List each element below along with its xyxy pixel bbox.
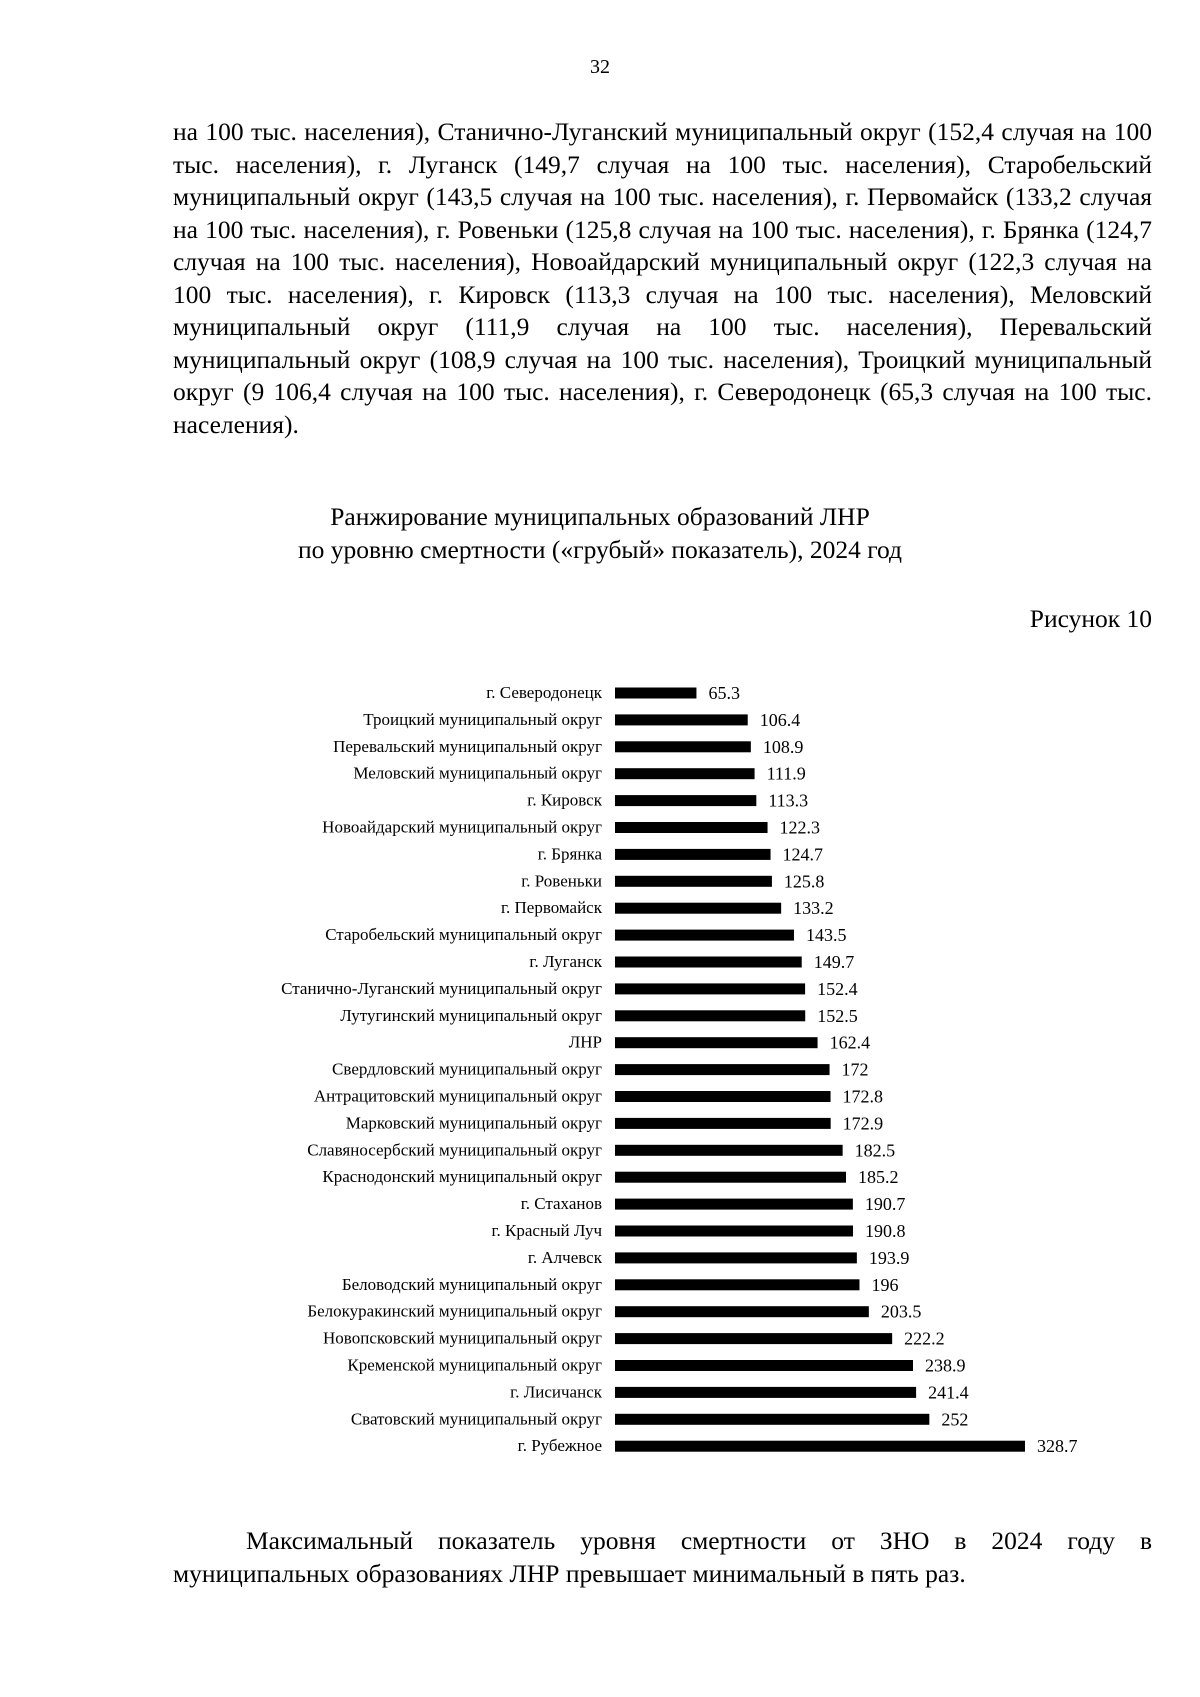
category-label: Сватовский муниципальный округ xyxy=(350,1409,602,1429)
figure-caption-line-1: Ранжирование муниципальных образований ЛНР xyxy=(330,502,870,531)
value-label: 172 xyxy=(841,1059,869,1080)
bar xyxy=(615,1441,1025,1452)
bar xyxy=(615,1279,859,1290)
bar xyxy=(615,1172,846,1183)
bar xyxy=(615,1118,831,1129)
bar xyxy=(615,983,805,994)
category-label: г. Алчевск xyxy=(527,1247,602,1267)
bar xyxy=(615,714,748,725)
bar xyxy=(615,1306,869,1317)
bar xyxy=(615,795,756,806)
category-label: г. Красный Луч xyxy=(491,1221,602,1240)
value-label: 222.2 xyxy=(904,1328,945,1349)
bar xyxy=(615,741,751,752)
value-label: 106.4 xyxy=(759,709,801,730)
value-label: 196 xyxy=(871,1274,899,1295)
category-label: Краснодонский муниципальный округ xyxy=(322,1167,602,1187)
bar xyxy=(615,1252,857,1263)
value-label: 203.5 xyxy=(880,1301,922,1322)
bar xyxy=(615,1414,929,1425)
value-label: 124.7 xyxy=(782,844,824,865)
figure-caption xyxy=(0,500,1200,566)
value-label: 125.8 xyxy=(783,871,825,892)
category-label: Станично-Луганский муниципальный округ xyxy=(281,978,602,998)
body-paragraph-bottom-text: Максимальный показатель уровня смертности от ЗНО в 2024 году в муниципальных образованиях ЛНР превышает минимальный в пять раз. xyxy=(173,1526,1152,1588)
value-label: 108.9 xyxy=(762,736,804,757)
category-label: Новопсковский муниципальный округ xyxy=(323,1328,602,1348)
value-label: 133.2 xyxy=(793,898,834,919)
category-label: ЛНР xyxy=(568,1032,602,1052)
bar xyxy=(615,1333,892,1344)
category-label: Новоайдарский муниципальный округ xyxy=(322,817,602,837)
value-label: 241.4 xyxy=(928,1382,969,1403)
value-label: 113.3 xyxy=(768,790,809,811)
bar xyxy=(615,930,794,941)
category-label: г. Кировск xyxy=(527,790,602,810)
category-label: Лутугинский муниципальный округ xyxy=(340,1005,602,1025)
category-label: г. Первомайск xyxy=(500,898,602,918)
bar-chart xyxy=(0,670,1200,1480)
bar xyxy=(615,688,696,699)
value-label: 182.5 xyxy=(854,1140,896,1161)
value-label: 328.7 xyxy=(1037,1436,1078,1457)
bar xyxy=(615,1145,843,1156)
category-label: Перевальский муниципальный округ xyxy=(333,736,602,756)
value-label: 143.5 xyxy=(805,925,847,946)
category-label: г. Стаханов xyxy=(520,1194,602,1214)
category-label: Кременской муниципальный округ xyxy=(347,1355,602,1375)
value-label: 190.8 xyxy=(864,1221,906,1241)
category-label: г. Ровеньки xyxy=(521,871,602,891)
bar xyxy=(615,1037,818,1048)
category-label: г. Северодонецк xyxy=(486,683,602,702)
category-label: Свердловский муниципальный округ xyxy=(332,1059,602,1079)
category-label: Марковский муниципальный округ xyxy=(345,1113,602,1133)
category-label: г. Брянка xyxy=(537,844,602,864)
bar xyxy=(615,1226,853,1237)
body-paragraph-top: на 100 тыс. населения), Станично-Луганский муниципальный округ (152,4 случая на 100 тыс. населения), г. Луганск (149,7 случая на 100 тыс. населения), Старобельский муниципальный округ (143,5 случая на 100 тыс. населения), г. Первомайск (133,2 случая на 100 тыс. населения), г. Ровеньки (125,8 случая на 100 тыс. населения), г. Брянка (124,7 случая на 100 тыс. населения), Новоайдарский муниципальный округ (122,3 случая на 100 тыс. населения), г. Кировск (113,3 случая на 100 тыс. населения), Меловский муниципальный округ (111,9 случая на 100 тыс. населения), Перевальский муниципальный округ (108,9 случая на 100 тыс. населения), Троицкий муниципальный округ (9 106,4 случая на 100 тыс. населения), г. Северодонецк (65,3 случая на 100 тыс. населения). xyxy=(173,117,1152,439)
category-label: Антрацитовский муниципальный округ xyxy=(313,1086,602,1106)
bar xyxy=(615,903,781,914)
bar xyxy=(615,957,802,968)
value-label: 152.4 xyxy=(817,978,858,999)
category-label: Беловодский муниципальный округ xyxy=(341,1274,602,1294)
figure-caption-line-2: по уровню смертности («грубый» показатель), 2024 год xyxy=(297,535,903,564)
category-label: Троицкий муниципальный округ xyxy=(363,709,602,729)
category-label: Меловский муниципальный округ xyxy=(353,763,602,783)
category-label: Белокуракинский муниципальный округ xyxy=(307,1301,602,1321)
page-number: 32 xyxy=(590,56,610,78)
category-label: г. Луганск xyxy=(529,952,602,971)
category-label: г. Лисичанск xyxy=(510,1382,602,1402)
value-label: 111.9 xyxy=(766,763,806,784)
value-label: 65.3 xyxy=(708,683,740,703)
bar xyxy=(615,1091,831,1102)
value-label: 172.9 xyxy=(842,1113,884,1134)
bar xyxy=(615,876,772,887)
value-label: 149.7 xyxy=(813,952,855,972)
value-label: 252 xyxy=(941,1409,969,1430)
bar xyxy=(615,1360,913,1371)
category-label: г. Рубежное xyxy=(517,1436,602,1456)
value-label: 238.9 xyxy=(924,1355,966,1376)
value-label: 122.3 xyxy=(779,817,821,838)
value-label: 172.8 xyxy=(842,1086,884,1107)
bar xyxy=(615,1064,830,1075)
value-label: 190.7 xyxy=(864,1194,906,1215)
bar xyxy=(615,1010,805,1021)
value-label: 152.5 xyxy=(817,1005,858,1026)
value-label: 185.2 xyxy=(858,1167,899,1188)
bar xyxy=(615,822,768,833)
bar xyxy=(615,1199,853,1210)
figure-label: Рисунок 10 xyxy=(1029,604,1152,633)
body-paragraph-bottom xyxy=(173,1525,1152,1590)
value-label: 193.9 xyxy=(868,1247,910,1268)
category-label: Старобельский муниципальный округ xyxy=(325,925,602,945)
bar xyxy=(615,1387,916,1398)
bar xyxy=(615,768,755,779)
category-label: Славяносербский муниципальный округ xyxy=(307,1140,602,1160)
bar xyxy=(615,849,771,860)
value-label: 162.4 xyxy=(829,1032,871,1053)
